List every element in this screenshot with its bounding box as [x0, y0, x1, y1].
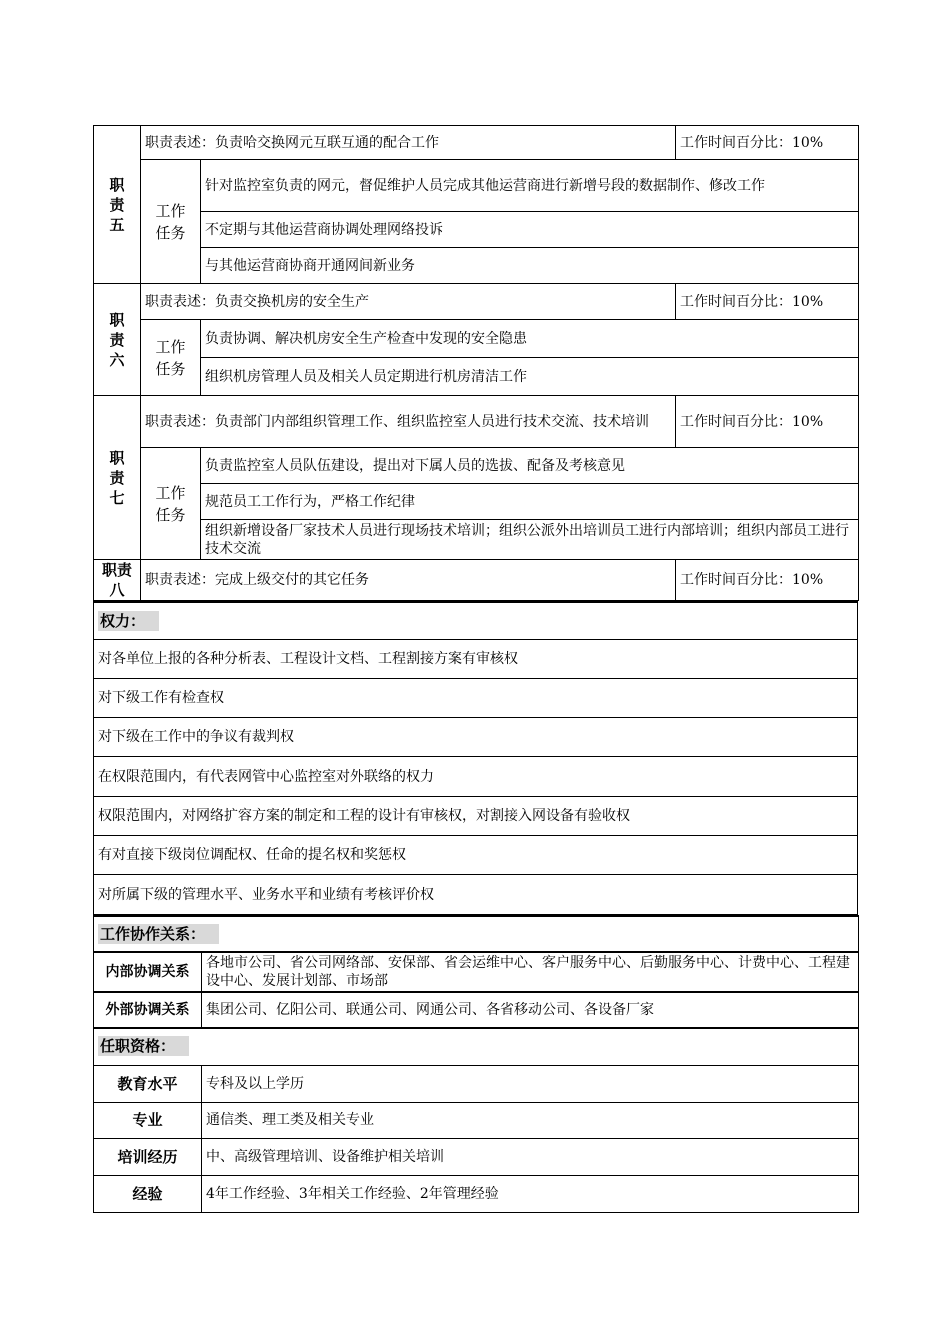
duty-8-label: 职责 八 — [94, 560, 141, 601]
duty-6-task-1: 负责协调、解决机房安全生产检查中发现的安全隐患 — [201, 320, 859, 358]
power-item-5: 权限范围内，对网络扩容方案的制定和工程的设计有审核权，对割接入网设备有验收权 — [94, 797, 858, 836]
job-description-document — [93, 125, 858, 1213]
duty-7-percent: 工作时间百分比：10% — [676, 396, 859, 448]
duties-table — [93, 125, 859, 601]
duty-6-percent: 工作时间百分比：10% — [676, 284, 859, 320]
experience-value: 4年工作经验、3年相关工作经验、2年管理经验 — [202, 1175, 859, 1212]
duty-5-label: 职 责 五 — [94, 126, 141, 284]
duty-6-task-2: 组织机房管理人员及相关人员定期进行机房清洁工作 — [201, 358, 859, 396]
education-value: 专科及以上学历 — [202, 1065, 859, 1102]
major-label: 专业 — [94, 1102, 202, 1138]
duty-7-task-label: 工作 任务 — [141, 448, 201, 560]
duty-5-task-1: 针对监控室负责的网元，督促维护人员完成其他运营商进行新增号段的数据制作、修改工作 — [201, 160, 859, 212]
qualification-heading: 任职资格： — [94, 1029, 859, 1065]
duty-6-description: 职责表述：负责交换机房的安全生产 — [141, 284, 676, 320]
duty-6-task-label: 工作 任务 — [141, 320, 201, 396]
external-coordination-label: 外部协调关系 — [94, 992, 202, 1028]
external-coordination-value: 集团公司、亿阳公司、联通公司、网通公司、各省移动公司、各设备厂家 — [202, 992, 859, 1028]
duty-5-task-3: 与其他运营商协商开通网间新业务 — [201, 248, 859, 284]
education-label: 教育水平 — [94, 1065, 202, 1102]
duty-7-task-2: 规范员工工作行为，严格工作纪律 — [201, 484, 859, 520]
power-table — [93, 601, 858, 915]
training-value: 中、高级管理培训、设备维护相关培训 — [202, 1138, 859, 1175]
cooperation-table — [93, 915, 859, 1029]
qualification-table — [93, 1029, 859, 1213]
internal-coordination-value: 各地市公司、省公司网络部、安保部、省会运维中心、客户服务中心、后勤服务中心、计费中心、工程建设中心、发展计划部、市场部 — [202, 952, 859, 992]
duty-7-task-1: 负责监控室人员队伍建设，提出对下属人员的选拔、配备及考核意见 — [201, 448, 859, 484]
internal-coordination-label: 内部协调关系 — [94, 952, 202, 992]
duty-5-task-2: 不定期与其他运营商协调处理网络投诉 — [201, 212, 859, 248]
power-item-7: 对所属下级的管理水平、业务水平和业绩有考核评价权 — [94, 875, 858, 915]
duty-8-description: 职责表述：完成上级交付的其它任务 — [141, 560, 676, 601]
power-item-3: 对下级在工作中的争议有裁判权 — [94, 718, 858, 757]
duty-5-description: 职责表述：负责哈交换网元互联互通的配合工作 — [141, 126, 676, 160]
duty-7-task-3: 组织新增设备厂家技术人员进行现场技术培训；组织公派外出培训员工进行内部培训；组织内部员工进行技术交流 — [201, 520, 859, 560]
training-label: 培训经历 — [94, 1138, 202, 1175]
experience-label: 经验 — [94, 1175, 202, 1212]
duty-6-label: 职 责 六 — [94, 284, 141, 396]
duty-8-percent: 工作时间百分比：10% — [676, 560, 859, 601]
cooperation-heading: 工作协作关系： — [94, 916, 859, 952]
power-item-6: 有对直接下级岗位调配权、任命的提名权和奖惩权 — [94, 836, 858, 875]
power-item-1: 对各单位上报的各种分析表、工程设计文档、工程割接方案有审核权 — [94, 640, 858, 679]
power-item-2: 对下级工作有检查权 — [94, 679, 858, 718]
duty-7-label: 职 责 七 — [94, 396, 141, 560]
duty-5-percent: 工作时间百分比：10% — [676, 126, 859, 160]
power-heading: 权力： — [94, 602, 858, 640]
duty-5-task-label: 工作 任务 — [141, 160, 201, 284]
duty-7-description: 职责表述：负责部门内部组织管理工作、组织监控室人员进行技术交流、技术培训 — [141, 396, 676, 448]
major-value: 通信类、理工类及相关专业 — [202, 1102, 859, 1138]
power-item-4: 在权限范围内，有代表网管中心监控室对外联络的权力 — [94, 757, 858, 797]
